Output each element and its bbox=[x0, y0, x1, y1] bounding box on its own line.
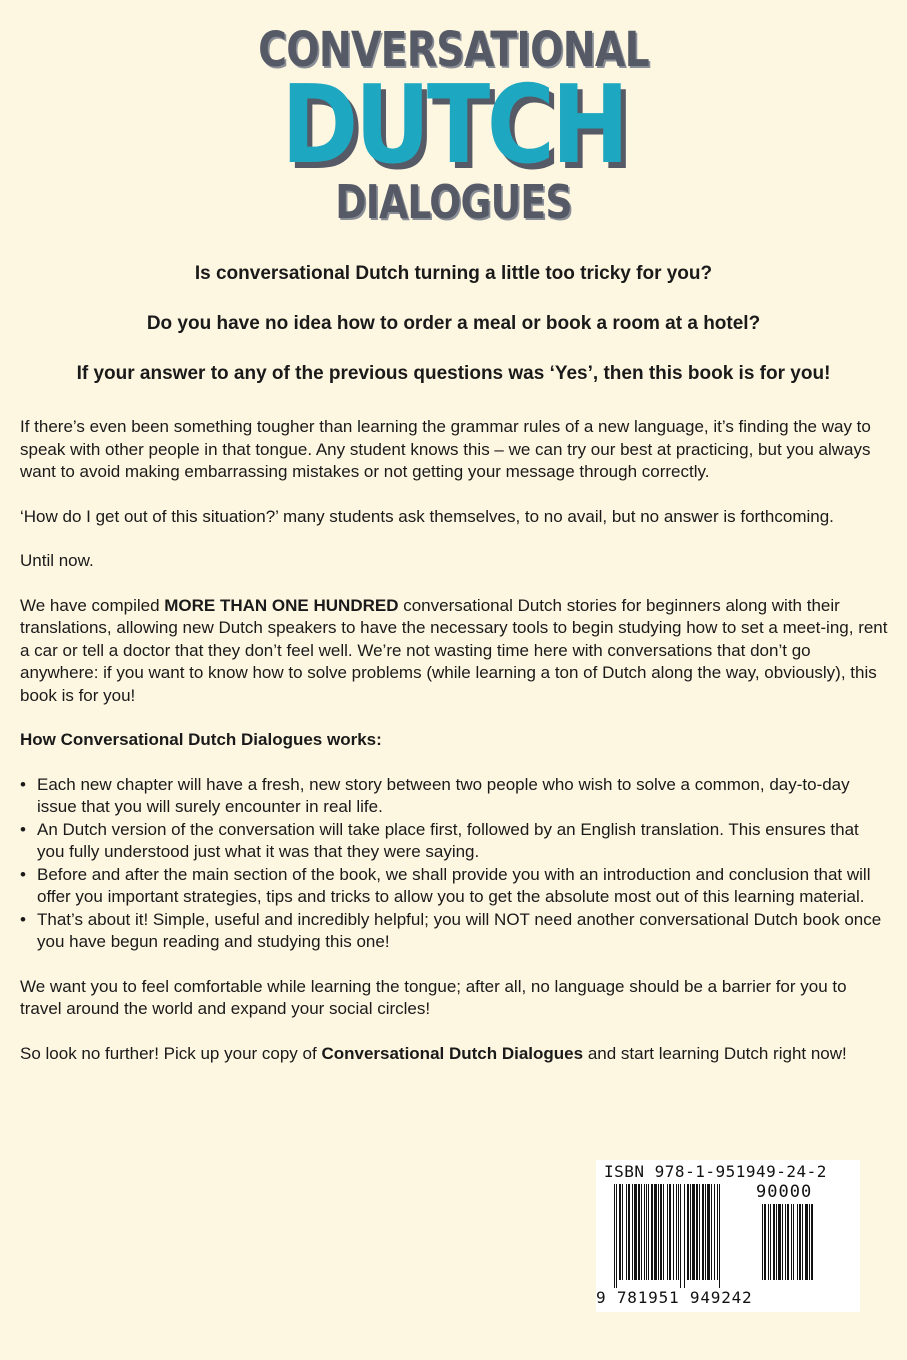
barcode-bar bbox=[809, 1204, 810, 1280]
paragraph-comfortable: We want you to feel comfortable while learning the tongue; after all, no language should be a barrier for you to travel around the world and expand your social circles! bbox=[20, 976, 847, 1018]
barcode-bar bbox=[764, 1204, 766, 1280]
barcode-bar bbox=[717, 1184, 718, 1280]
barcode-bar bbox=[692, 1184, 695, 1280]
barcode-bar bbox=[678, 1184, 679, 1280]
title-line-dutch: DUTCH bbox=[281, 63, 626, 188]
question-3: If your answer to any of the previous questions was ‘Yes’, then this book is for you! bbox=[76, 363, 831, 384]
compiled-text-post: conversational Dutch stories for beginners along with their translations, allowing new Dutch speakers to have the necessary tools to begin studying how to set a meet-ing, rent a car or tell a doctor that they don’t feel well. We’re not wasting time here with conversations that don’t go anywhere: if you want to know how to solve problems (while learning a ton of Dutch along the way, obviously), this book is for you! bbox=[20, 595, 888, 705]
barcode-bar bbox=[770, 1204, 771, 1280]
barcode-digits: 9 781951 949242 bbox=[596, 1288, 753, 1307]
barcode-bar bbox=[667, 1184, 668, 1280]
title-line-conversational: CONVERSATIONAL bbox=[258, 22, 649, 78]
barcode-bar bbox=[776, 1204, 777, 1280]
barcode-bar bbox=[658, 1184, 659, 1280]
barcode-bar bbox=[634, 1184, 637, 1280]
barcode-bar bbox=[811, 1204, 813, 1280]
barcode-bar bbox=[705, 1184, 706, 1280]
barcode-bar bbox=[663, 1184, 664, 1280]
barcode-bar bbox=[799, 1204, 801, 1280]
barcode-bar bbox=[707, 1184, 710, 1280]
question-2: Do you have no idea how to order a meal or book a room at a hotel? bbox=[146, 313, 761, 334]
isbn-label: ISBN 978-1-951949-24-2 bbox=[604, 1162, 827, 1181]
barcode-bar bbox=[768, 1204, 769, 1280]
paragraph-until-now: Until now. bbox=[20, 551, 94, 570]
cta-text-pre: So look no further! Pick up your copy of bbox=[20, 1043, 322, 1063]
barcode-bar bbox=[802, 1204, 803, 1280]
cta-text-bold: Conversational Dutch Dialogues bbox=[321, 1043, 584, 1063]
paragraph-compiled bbox=[20, 595, 888, 708]
barcode-bar bbox=[773, 1204, 775, 1280]
barcode-bar bbox=[680, 1184, 681, 1288]
compiled-text-bold: MORE THAN ONE HUNDRED bbox=[164, 595, 399, 615]
barcode-bar bbox=[711, 1184, 712, 1280]
barcode-bar bbox=[719, 1184, 720, 1288]
barcode-bar bbox=[638, 1184, 640, 1280]
paragraph-situation: ‘How do I get out of this situation?’ many students ask themselves, to no avail, but no answer is forthcoming. bbox=[20, 506, 834, 526]
barcode-bar bbox=[648, 1184, 649, 1280]
barcode-bar bbox=[699, 1184, 700, 1280]
barcode-bar bbox=[641, 1184, 642, 1280]
list-item: • Each new chapter will have a fresh, new story between two people who wish to solve a common, day-to-day issue that you will surely encounter in real life. bbox=[20, 774, 888, 819]
barcode-bar bbox=[676, 1184, 677, 1280]
question-1: Is conversational Dutch turning a little too tricky for you? bbox=[194, 263, 713, 284]
tagline-questions bbox=[0, 262, 907, 412]
barcode-bar bbox=[696, 1184, 698, 1280]
barcode-bar bbox=[654, 1184, 657, 1280]
list-item: • That’s about it! Simple, useful and incredibly helpful; you will NOT need another conversational Dutch book once you have begun reading and studying this one! bbox=[20, 909, 888, 954]
barcode-bar bbox=[714, 1184, 715, 1280]
paragraph-call-to-action bbox=[20, 1043, 888, 1066]
barcode-bar bbox=[614, 1184, 615, 1288]
barcode-bar bbox=[622, 1184, 623, 1280]
barcode-bar bbox=[787, 1204, 789, 1280]
how-it-works-heading bbox=[20, 729, 888, 752]
barcode-bar bbox=[785, 1204, 786, 1280]
barcode-bar bbox=[644, 1184, 645, 1280]
barcode-bar bbox=[673, 1184, 674, 1280]
book-title bbox=[0, 22, 907, 228]
price-addon-code: 90000 bbox=[756, 1182, 813, 1202]
barcode-bar bbox=[782, 1204, 783, 1280]
barcode-bar bbox=[651, 1184, 653, 1280]
barcode-bar bbox=[702, 1184, 704, 1280]
barcode-bar bbox=[669, 1184, 671, 1280]
barcode-bar bbox=[619, 1184, 621, 1280]
barcode-bars bbox=[614, 1184, 754, 1288]
barcode-bar bbox=[797, 1204, 798, 1280]
barcode-bar bbox=[690, 1184, 691, 1280]
isbn-barcode bbox=[596, 1160, 860, 1312]
features-list bbox=[20, 774, 888, 954]
barcode-bar bbox=[778, 1204, 781, 1280]
barcode-bar bbox=[626, 1184, 627, 1280]
list-item: • An Dutch version of the conversation will take place first, followed by an English translation. This ensures that you fully understood just what it was that they were saying. bbox=[20, 819, 888, 864]
how-heading-text: How Conversational Dutch Dialogues works: bbox=[20, 730, 382, 749]
barcode-bar bbox=[660, 1184, 662, 1280]
compiled-text-pre: We have compiled bbox=[20, 595, 165, 615]
barcode-bar bbox=[793, 1204, 794, 1280]
barcode-bar bbox=[791, 1204, 792, 1280]
barcode-bar bbox=[805, 1204, 808, 1280]
paragraph-intro: If there’s even been something tougher than learning the grammar rules of a new language, it’s finding the way to speak with other people in that tongue. Any student knows this – we can try our best at practicing, but you always want to avoid making embarrassing mistakes or not getting your message through correctly. bbox=[20, 417, 871, 481]
addon-barcode-bars bbox=[762, 1204, 852, 1288]
barcode-bar bbox=[632, 1184, 633, 1280]
cta-text-post: and start learning Dutch right now! bbox=[583, 1043, 847, 1063]
blurb-body bbox=[20, 416, 888, 1087]
list-item: • Before and after the main section of the book, we shall provide you with an introduction and conclusion that will offer you important strategies, tips and tricks to allow you to get the absolute most out of this learning material. bbox=[20, 864, 888, 909]
barcode-bar bbox=[646, 1184, 647, 1280]
barcode-bar bbox=[616, 1184, 617, 1288]
barcode-bar bbox=[684, 1184, 685, 1288]
title-line-dialogues: DIALOGUES bbox=[335, 175, 572, 229]
barcode-bar bbox=[687, 1184, 689, 1280]
barcode-bar bbox=[628, 1184, 630, 1280]
barcode-bar bbox=[762, 1204, 763, 1280]
